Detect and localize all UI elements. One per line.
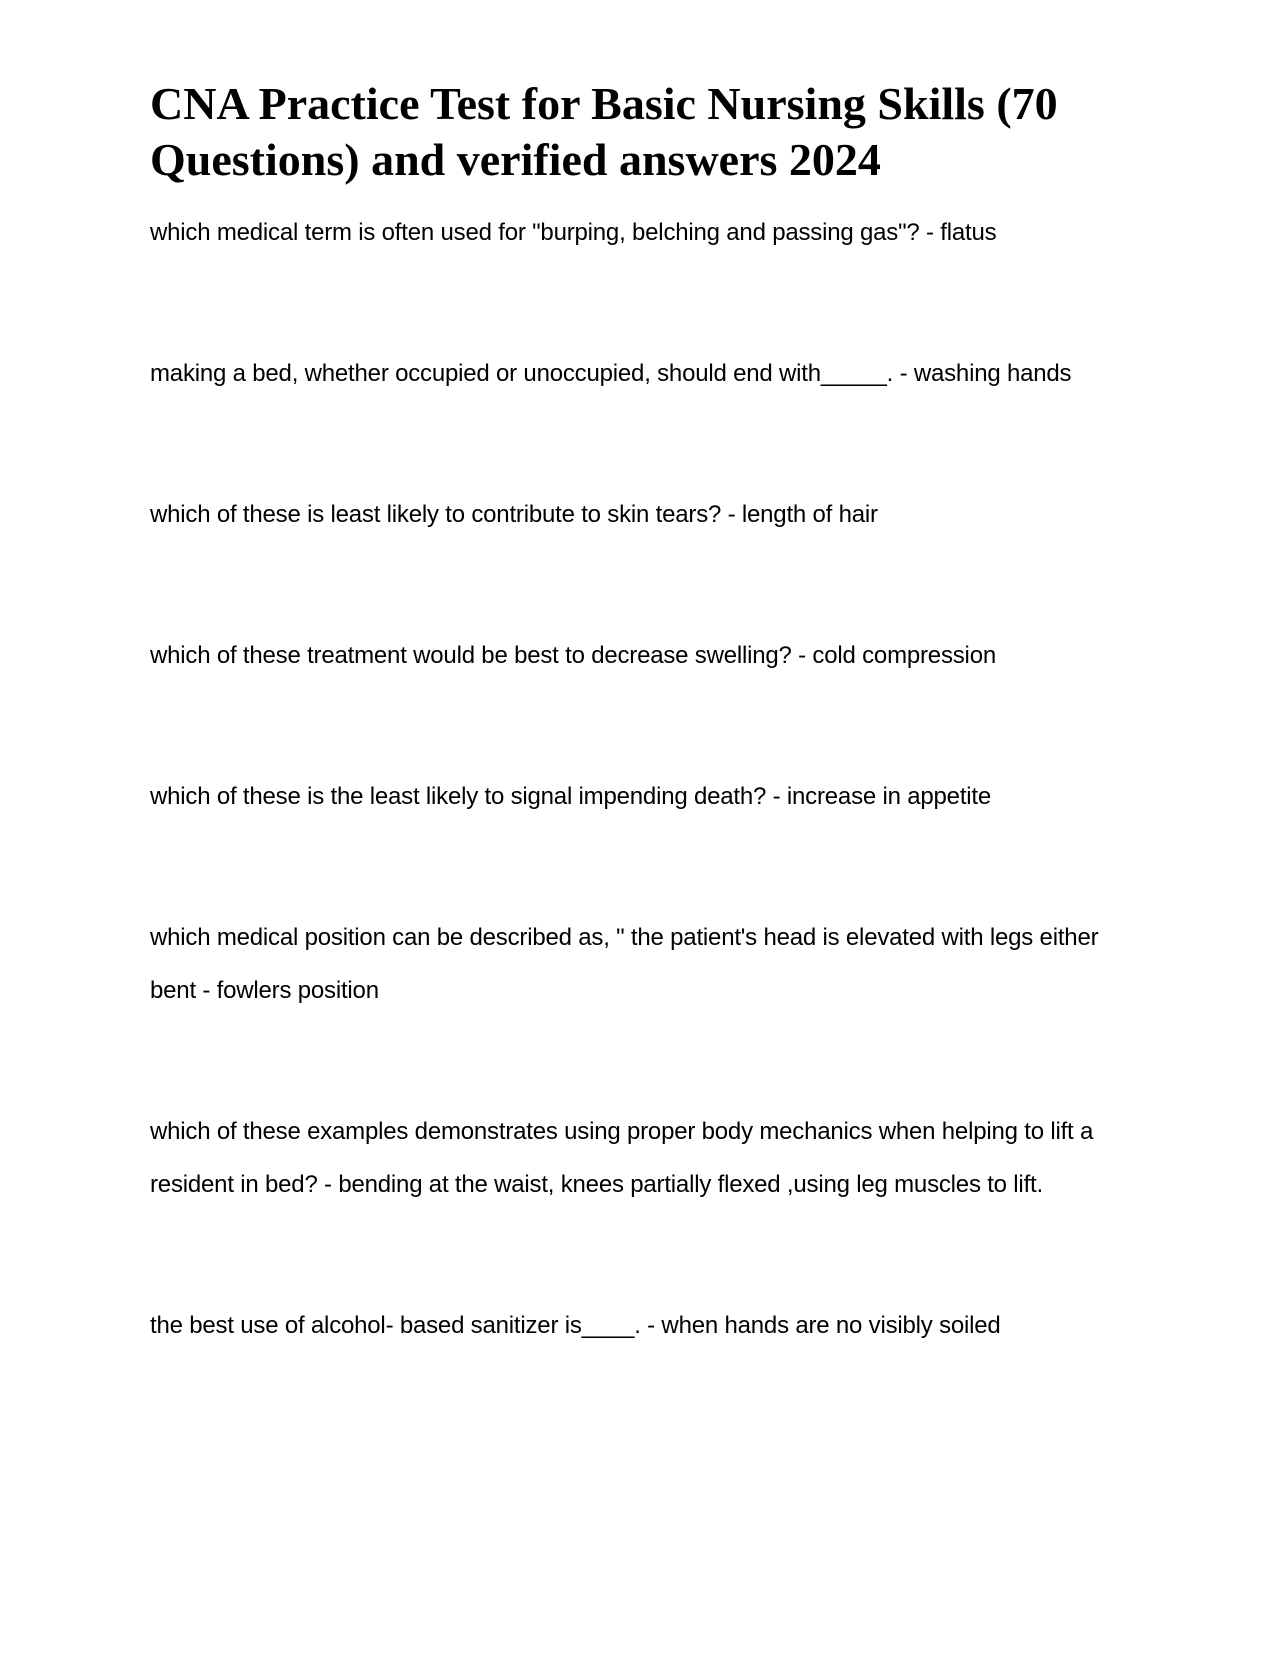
question-answer-item: which of these is the least likely to signal impending death? - increase in appetite [150,783,992,810]
spacer [150,400,1130,488]
question-answer-item: which of these examples demonstrates using proper body mechanics when helping to lift a resident in bed? - bending at the waist, knees partially flexed ,using leg muscles to lift. [150,1118,1094,1198]
spacer [150,1017,1130,1105]
spacer [150,541,1130,629]
spacer [150,682,1130,770]
question-answer-item: making a bed, whether occupied or unoccupied, should end with_____. - washing hands [150,360,1072,387]
question-answer-item: which of these is least likely to contribute to skin tears? - length of hair [150,501,878,528]
question-list [150,206,1130,1352]
spacer [150,259,1130,347]
question-answer-item: which of these treatment would be best to decrease swelling? - cold compression [150,642,996,669]
question-answer-item: which medical position can be described as, " the patient's head is elevated with legs either bent - fowlers position [150,924,1099,1004]
spacer [150,1211,1130,1299]
question-answer-item: the best use of alcohol- based sanitizer is____. - when hands are no visibly soiled [150,1312,1001,1339]
document-title: CNA Practice Test for Basic Nursing Skills (70 Questions) and verified answers 2024 [150,78,1058,185]
question-answer-item: which medical term is often used for "burping, belching and passing gas"? - flatus [150,219,997,246]
spacer [150,823,1130,911]
